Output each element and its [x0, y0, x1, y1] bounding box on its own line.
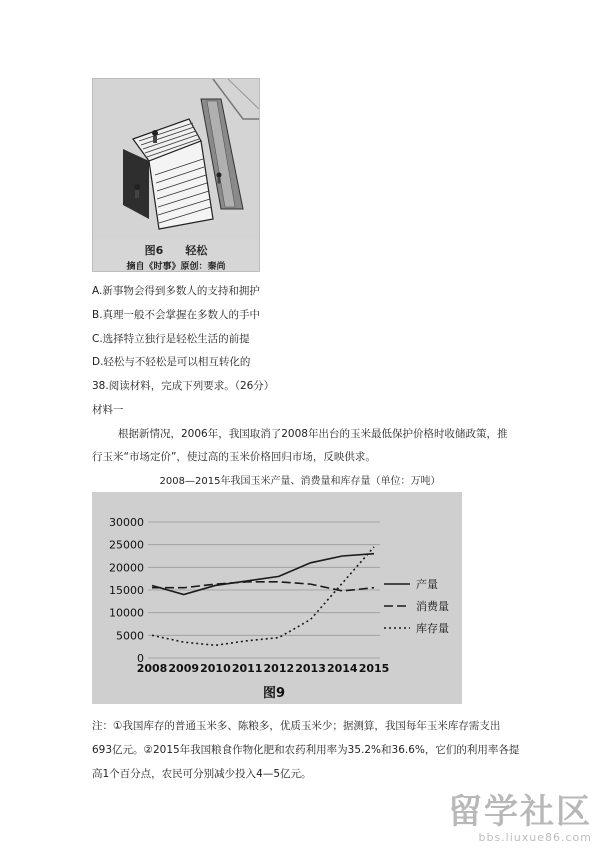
watermark-logo: 留学社区: [448, 792, 592, 832]
y-tick-label: 10000: [109, 606, 144, 620]
x-tick-label: 2008: [136, 662, 168, 675]
x-tick-label: 2013: [295, 662, 326, 675]
y-tick-label: 25000: [109, 538, 144, 552]
watermark-url: bbs.liuxue86.com: [478, 831, 592, 844]
option-c: C.选择特立独行是轻松生活的前提: [92, 333, 250, 345]
legend-label: 产量: [416, 578, 438, 591]
legend-label: 消费量: [416, 600, 449, 613]
material-label: 材料一: [92, 404, 124, 416]
staircase-illustration: [93, 79, 259, 239]
option-a: A.新事物会得到多数人的支持和拥护: [92, 285, 260, 297]
legend-label: 库存量: [416, 622, 449, 635]
y-tick-label: 30000: [109, 516, 144, 529]
material-text-line-2: 行玉米“市场定价”，使过高的玉米价格回归市场，反映供求。: [92, 451, 376, 463]
question-38: 38.阅读材料，完成下列要求。（26分）: [92, 380, 275, 392]
x-tick-label: 2015: [358, 662, 390, 675]
note-line-2: 693亿元。②2015年我国粮食作物化肥和农药利用率为35.2%和36.6%，它们的利用率各提: [92, 744, 520, 756]
figure-9-label: 图9: [262, 686, 286, 701]
figure-6-caption: 图6 轻松: [144, 244, 208, 257]
y-tick-label: 5000: [116, 629, 144, 643]
material-text-line-1: 根据新情况，2006年，我国取消了2008年出台的玉米最低保护价格时收储政策，推: [118, 428, 508, 440]
note-line-3: 高1个百分点，农民可分别减少投入4—5亿元。: [92, 768, 312, 780]
chart-title: 2008—2015年我国玉米产量、消费量和库存量（单位：万吨）: [159, 476, 441, 487]
watermark: [448, 793, 592, 844]
figure-6-cartoon: [92, 78, 260, 272]
y-tick-label: 0: [137, 652, 144, 665]
y-tick-label: 20000: [109, 561, 144, 575]
option-d: D.轻松与不轻松是可以相互转化的: [92, 356, 251, 368]
chart-figure-9: [92, 492, 462, 704]
corn-line-chart: [92, 492, 462, 704]
x-tick-label: 2014: [326, 662, 358, 675]
figure-6-credit: 摘自《时事》原创：秦尚: [126, 262, 226, 272]
option-b: B.真理一般不会掌握在多数人的手中: [92, 309, 261, 321]
x-tick-label: 2011: [231, 662, 263, 675]
x-tick-label: 2009: [168, 662, 200, 675]
note-line-1: 注：①我国库存的普通玉米多、陈粮多，优质玉米少；据测算，我国每年玉米库存需支出: [92, 720, 501, 732]
y-tick-label: 15000: [109, 584, 144, 597]
x-tick-label: 2012: [263, 662, 295, 675]
x-tick-label: 2010: [200, 662, 231, 675]
